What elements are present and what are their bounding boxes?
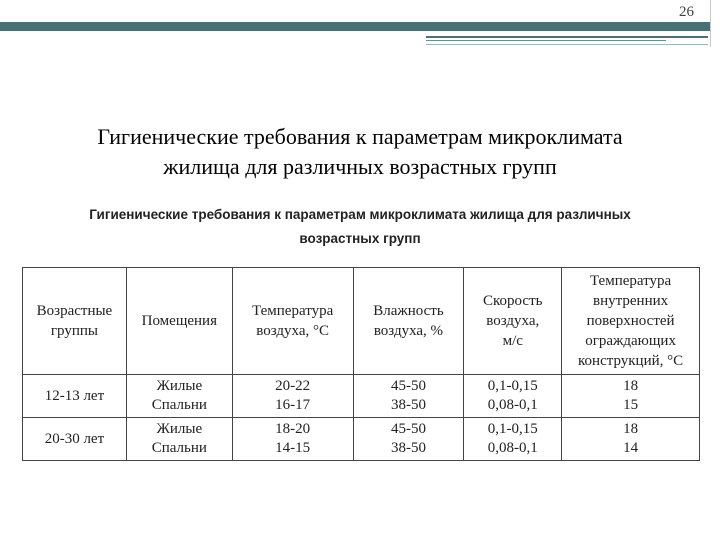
header-rooms: Помещения	[126, 268, 232, 375]
rooms-cell: Жилые Спальни	[126, 375, 232, 418]
table-header-row	[23, 268, 700, 375]
table-row	[23, 375, 700, 418]
document-title	[30, 203, 690, 251]
header-bar	[0, 22, 710, 31]
rooms-cell: Жилые Спальни	[126, 418, 232, 461]
age-group-cell: 20-30 лет	[23, 418, 127, 461]
header-air-temperature: Температура воздуха, °С	[232, 268, 353, 375]
requirements-table	[22, 267, 700, 461]
header-air-humidity: Влажность воздуха, %	[353, 268, 464, 375]
table-row	[23, 418, 700, 461]
temperature-cell: 18-20 14-15	[232, 418, 353, 461]
surface-temperature-cell: 18 14	[562, 418, 700, 461]
document-title-line: Гигиенические требования к параметрам микроклимата жилища для различных	[89, 207, 631, 222]
slide-title-line: Гигиенические требования к параметрам микроклимата	[97, 124, 623, 149]
humidity-cell: 45-50 38-50	[353, 375, 464, 418]
page-number: 26	[679, 4, 694, 20]
surface-temperature-cell: 18 15	[562, 375, 700, 418]
header-age-groups: Возрастные группы	[23, 268, 127, 375]
age-group-cell: 12-13 лет	[23, 375, 127, 418]
accent-line	[426, 40, 666, 41]
header-air-speed: Скорость воздуха, м/с	[464, 268, 562, 375]
header-surface-temperature: Температура внутренних поверхностей ограждающих конструкций, °С	[562, 268, 700, 375]
accent-line	[426, 36, 708, 38]
accent-line	[426, 44, 708, 45]
speed-cell: 0,1-0,15 0,08-0,1	[464, 418, 562, 461]
slide-title	[40, 122, 680, 182]
slide-title-line: жилища для различных возрастных групп	[163, 154, 557, 179]
document-title-line: возрастных групп	[299, 231, 421, 246]
humidity-cell: 45-50 38-50	[353, 418, 464, 461]
header-bar-edge	[710, 0, 720, 47]
speed-cell: 0,1-0,15 0,08-0,1	[464, 375, 562, 418]
temperature-cell: 20-22 16-17	[232, 375, 353, 418]
